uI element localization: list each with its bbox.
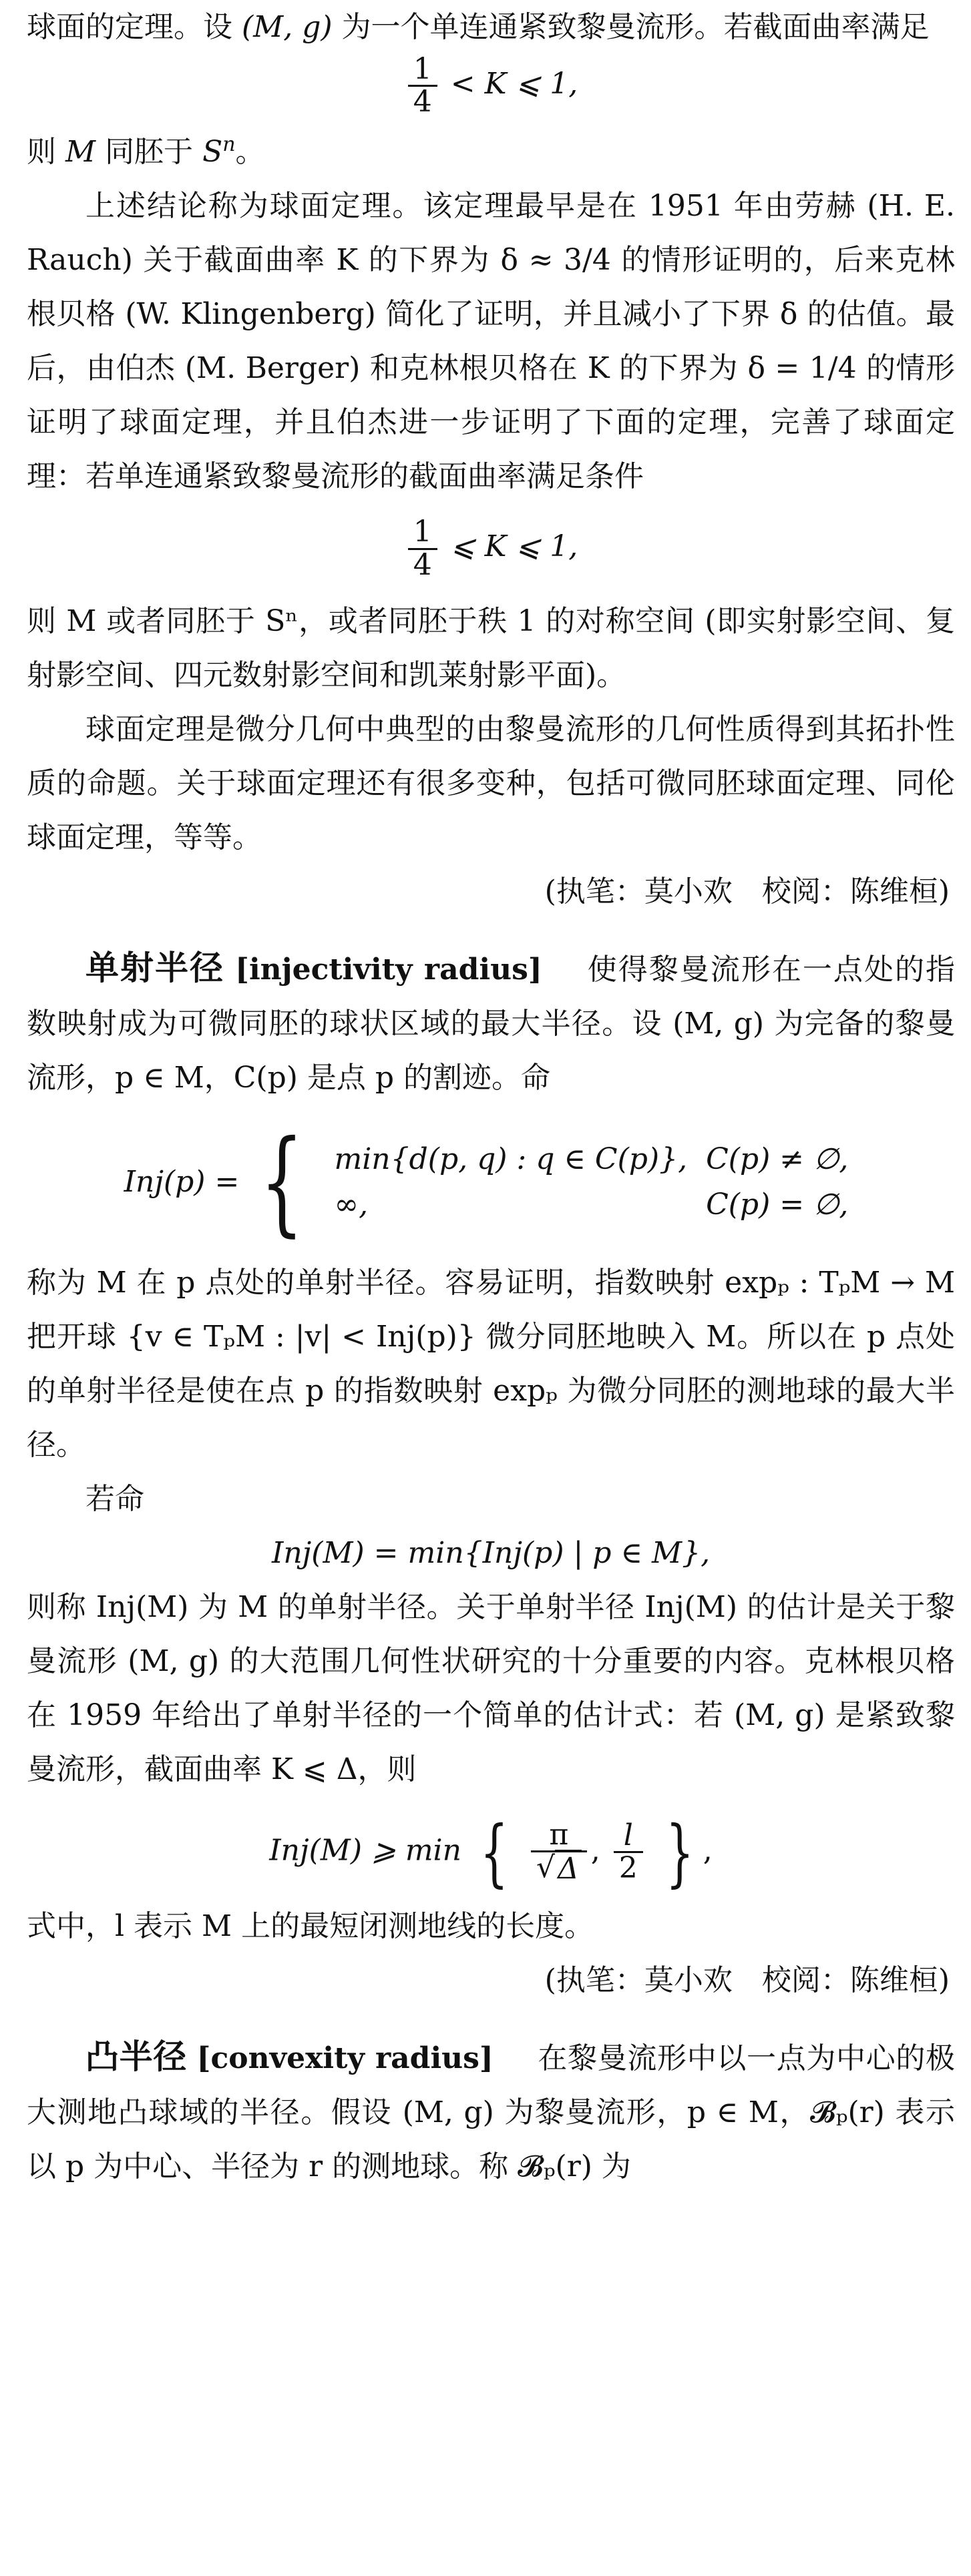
entry-english-title: [injectivity radius] xyxy=(235,952,542,987)
paragraph-sphere-theorem-statement xyxy=(27,0,955,54)
text-fragment: 同胚于 xyxy=(105,135,194,170)
fraction-numerator: π xyxy=(531,1820,587,1852)
entry-title: 单射半径 xyxy=(85,948,225,987)
cases-table xyxy=(325,1137,857,1228)
case-value: min{d(p, q) : q ∈ C(p)}, xyxy=(334,1141,688,1176)
text-fragment: 则 xyxy=(27,135,56,170)
display-equation-curvature-pinch-strict xyxy=(27,54,955,117)
text-let: 若命 xyxy=(85,1481,144,1516)
paragraph-geodesic-length: 式中，l 表示 M 上的最短闭测地线的长度。 xyxy=(27,1908,594,1943)
entry-injectivity-radius xyxy=(27,941,955,1105)
cases-row xyxy=(325,1137,857,1182)
math-superscript: n xyxy=(222,133,236,157)
fraction-denominator: 4 xyxy=(413,547,432,582)
entry-english-title: [convexity radius] xyxy=(196,2041,494,2075)
fraction-one-quarter xyxy=(408,54,437,117)
right-brace: } xyxy=(665,1809,694,1895)
display-equation-inj-manifold xyxy=(27,1526,955,1580)
paragraph-history: 上述结论称为球面定理。该定理最早是在 1951 年由劳赫 (H. E. Rauch) 关于截面曲率 K 的下界为 δ ≈ 3/4 的情形证明的，后来克林根贝格 (W. Klingenberg) 简化了证明，并且减小了下界 δ 的估值。最后，由伯杰 (M. Berger) 和克林根贝格在 K 的下界为 δ = 1/4 的情形证明了球面定理，并且伯杰进一步证明了下面的定理，完善了球面定理：若单连通紧致黎曼流形的截面曲率满足条件 xyxy=(27,189,955,494)
case-value: ∞, xyxy=(334,1187,369,1222)
fraction-pi-over-sqrt-delta xyxy=(531,1817,587,1886)
math-inline: (M, g) xyxy=(242,10,333,44)
math-inequality: ⩽ K ⩽ 1, xyxy=(450,529,578,564)
fraction-one-quarter xyxy=(408,517,437,580)
text-fragment: , xyxy=(703,1833,713,1868)
display-equation-curvature-pinch xyxy=(27,517,955,580)
author-credit: (执笔：莫小欢 校阅：陈维桓) xyxy=(544,1963,950,1997)
math-inline: M xyxy=(65,135,96,170)
entry-definition: 使得黎曼流形在一点处的指数映射成为可微同胚的球状区域的最大半径。设 (M, g) 为完备的黎曼流形，p ∈ M，C(p) 是点 p 的割迹。命 xyxy=(27,952,955,1095)
fraction-denominator: 4 xyxy=(413,85,432,119)
entry-definition: 在黎曼流形中以一点为中心的极大测地凸球域的半径。假设 (M, g) 为黎曼流形，p ∈ M，𝓑ₚ(r) 表示以 p 为中心、半径为 r 的测地球。称 𝓑ₚ(r) 为 xyxy=(27,2041,956,2183)
left-brace: { xyxy=(260,1115,304,1248)
math-lhs: Inj(M) ⩾ min xyxy=(269,1833,461,1868)
sqrt-symbol: √ xyxy=(536,1850,555,1885)
text-fragment: 球面的定理。设 xyxy=(27,10,232,44)
text-fragment: 。 xyxy=(235,135,265,170)
math-inequality: < K ⩽ 1, xyxy=(450,67,578,101)
display-equation-injectivity-cases xyxy=(27,1115,955,1248)
fraction-denominator: 2 xyxy=(618,1851,638,1886)
entry-convexity-radius xyxy=(27,2030,955,2194)
fraction-numerator: 1 xyxy=(408,517,437,549)
paragraph-exp-map: 称为 M 在 p 点处的单射半径。容易证明，指数映射 expₚ : TₚM → M 把开球 {v ∈ TₚM : |v| < Inj(p)} 微分同胚地映入 M。所以在 p 点处的单射半径是使在点 p 的指数映射 expₚ 为微分同胚的测地球的最大半径。 xyxy=(27,1265,955,1462)
fraction-denominator xyxy=(531,1852,587,1885)
fraction-l-over-two xyxy=(614,1820,643,1884)
left-brace: { xyxy=(479,1809,508,1895)
fraction-numerator: l xyxy=(614,1820,643,1853)
paragraph-sphere-theorem-remarks: 球面定理是微分几何中典型的由黎曼流形的几何性质得到其拓扑性质的命题。关于球面定理还有很多变种，包括可微同胚球面定理、同伦球面定理，等等。 xyxy=(27,712,955,854)
paragraph-conclusion-homeomorphic xyxy=(27,117,955,179)
math-inline: S xyxy=(202,135,223,170)
math-lhs: Inj(p) = xyxy=(124,1165,240,1200)
cases-row xyxy=(325,1182,857,1228)
text-fragment: 为一个单连通紧致黎曼流形。若截面曲率满足 xyxy=(341,10,930,44)
display-equation-inj-estimate: Inj(M) ⩾ min { $\frac{\pi}{√\Delta}$ , $\frac{l}{2}$ } , xyxy=(269,1809,713,1895)
math-expression: Inj(M) = min{Inj(p) | p ∈ M}, xyxy=(271,1535,711,1570)
paragraph-berger-conclusion: 则 M 或者同胚于 Sⁿ，或者同胚于秩 1 的对称空间 (即实射影空间、复射影空间、四元数射影空间和凯莱射影平面)。 xyxy=(27,603,955,692)
case-condition: C(p) ≠ ∅, xyxy=(706,1141,849,1176)
sqrt-radicand: Δ xyxy=(555,1850,582,1886)
case-condition: C(p) = ∅, xyxy=(706,1187,849,1222)
fraction-numerator: 1 xyxy=(408,54,437,87)
paragraph-klingenberg-estimate: 则称 Inj(M) 为 M 的单射半径。关于单射半径 Inj(M) 的估计是关于黎曼流形 (M, g) 的大范围几何性状研究的十分重要的内容。克林根贝格在 1959 年给出了单射半径的一个简单的估计式：若 (M, g) 是紧致黎曼流形，截面曲率 K ⩽ Δ，则 xyxy=(27,1589,955,1786)
entry-title: 凸半径 xyxy=(85,2037,187,2076)
author-credit: (执笔：莫小欢 校阅：陈维桓) xyxy=(544,874,950,909)
